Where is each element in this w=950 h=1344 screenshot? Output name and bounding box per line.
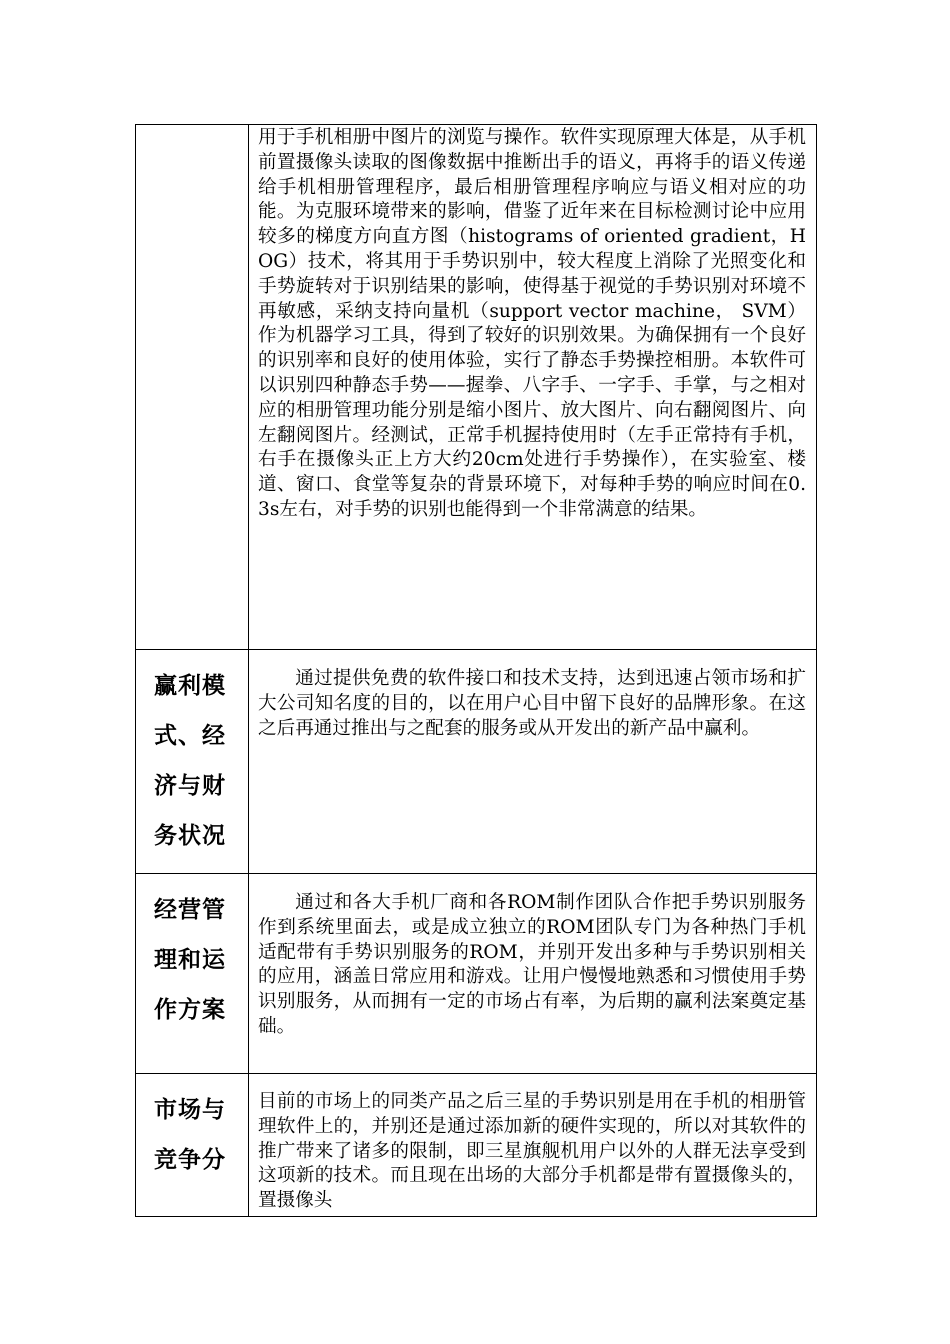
- market-competition-text: [249, 1074, 816, 1215]
- row-label-profit-model: 赢利模式、经济与财务状况: [154, 673, 226, 849]
- row-label-market-competition: 市场与竞争分: [154, 1097, 226, 1173]
- paragraph: 通过和各大手机厂商和各ROM制作团队合作把手势识别服务作到系统里面去，或是成立独立的ROM团队专门为各种热门手机适配带有手势识别服务的ROM，并别开发出多种与手势识别相关的应用，涵盖日常应用和游戏。让用户慢慢地熟悉和习惯使用手势识别服务，从而拥有一定的市场占有率，为后期的赢利法案奠定基础。: [258, 892, 806, 1037]
- row-content-cell: [249, 650, 817, 874]
- table-row: [136, 650, 817, 874]
- row-label-cell: [136, 650, 249, 874]
- row-label-cell: [136, 1074, 249, 1217]
- row-label-cell: [136, 125, 249, 650]
- paragraph: 目前的市场上的同类产品之后三星的手势识别是用在手机的相册管理软件上的，并别还是通过添加新的硬件实现的，所以对其软件的推广带来了诸多的限制，即三星旗舰机用户以外的人群无法享受到这项新的技术。而且现在出场的大部分手机都是带有置摄像头的，置摄像头: [258, 1091, 806, 1212]
- paragraph: 用于手机相册中图片的浏览与操作。软件实现原理大体是，从手机前置摄像头读取的图像数据中推断出手的语义，再将手的语义传递给手机相册管理程序，最后相册管理程序响应与语义相对应的功能。为克服环境带来的影响，借鉴了近年来在目标检测讨论中应用较多的梯度方向直方图（histograms of oriented gradient，HOG）技术，将其用于手势识别中，较大程度上消除了光照变化和手势旋转对于识别结果的影响，使得基于视觉的手势识别对环境不再敏感，采纳支持向量机（support vector machine， SVM）作为机器学习工具，得到了较好的识别效果。为确保拥有一个良好的识别率和良好的使用体验，实行了静态手势操控相册。本软件可以识别四种静态手势——握拳、八字手、一字手、手掌，与之相对应的相册管理功能分别是缩小图片、放大图片、向右翻阅图片、向左翻阅图片。经测试，正常手机握持使用时（左手正常持有手机，右手在摄像头正上方大约20cm处进行手势操作），在实验室、楼道、窗口、食堂等复杂的背景环境下，对每种手势的响应时间在0.3s左右，对手势的识别也能得到一个非常满意的结果。: [258, 127, 806, 520]
- table-row: [136, 874, 817, 1074]
- profit-model-text: [249, 650, 816, 741]
- row-content-cell: [249, 125, 817, 650]
- product-description-text: [249, 125, 816, 523]
- business-plan-table: [135, 124, 817, 1217]
- table-row: [136, 1074, 817, 1217]
- table-row: [136, 125, 817, 650]
- row-content-cell: [249, 1074, 817, 1217]
- row-label: [136, 125, 248, 136]
- paragraph: 通过提供免费的软件接口和技术支持，达到迅速占领市场和扩大公司知名度的目的，以在用户心目中留下良好的品牌形象。在这之后再通过推出与之配套的服务或从开发出的新产品中赢利。: [258, 668, 806, 739]
- row-content-cell: [249, 874, 817, 1074]
- row-label-cell: [136, 874, 249, 1074]
- operations-plan-text: [249, 874, 816, 1040]
- row-label-operations: 经营管理和运作方案: [154, 897, 226, 1023]
